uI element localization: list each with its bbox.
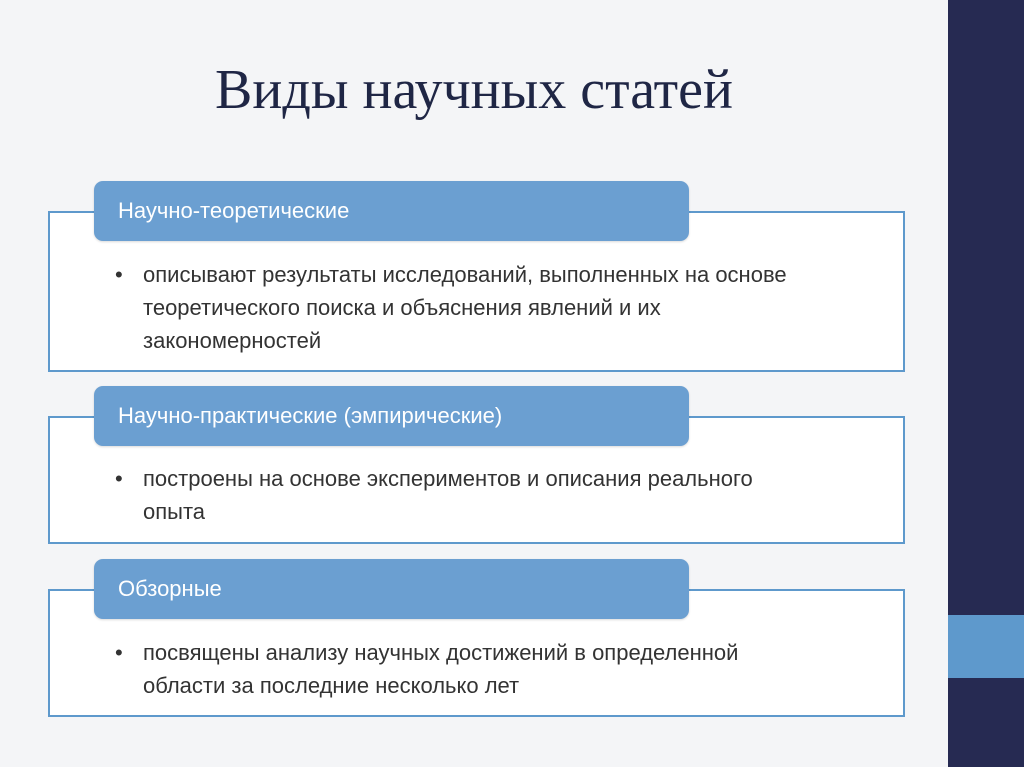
bullet-dot: •	[115, 640, 123, 665]
section-heading-practical: Научно-практические (эмпирические)	[94, 386, 689, 446]
section-bullet-practical	[115, 462, 815, 528]
slide-title: Виды научных статей	[215, 59, 733, 121]
section-heading-theoretical: Научно-теоретические	[94, 181, 689, 241]
bullet-text: посвящены анализу научных достижений в определенной области за последние несколько лет	[143, 640, 739, 698]
side-accent	[948, 615, 1024, 678]
bullet-dot: •	[115, 466, 123, 491]
section-bullet-theoretical	[115, 258, 815, 357]
bullet-text: описывают результаты исследований, выполненных на основе теоретического поиска и объяснения явлений и их закономерностей	[143, 262, 787, 353]
bullet-dot: •	[115, 262, 123, 287]
section-heading-review: Обзорные	[94, 559, 689, 619]
bullet-text: построены на основе экспериментов и описания реального опыта	[143, 466, 753, 524]
section-bullet-review	[115, 636, 815, 702]
